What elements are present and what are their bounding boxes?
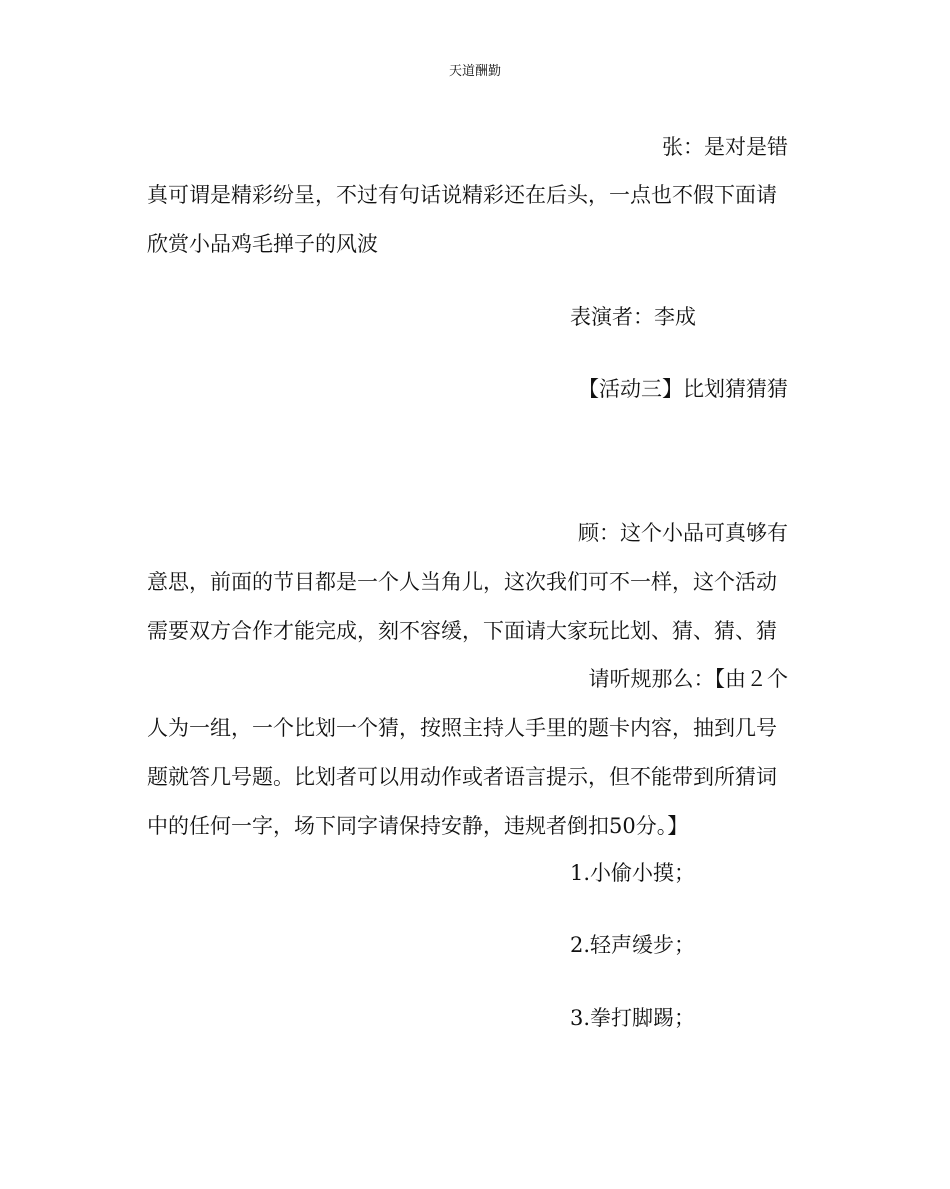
paragraph-line: 中的任何一字，场下同字请保持安静，违规者倒扣50分。】 xyxy=(147,814,689,838)
performer-line: 表演者：李成 xyxy=(570,305,696,329)
paragraph-line: 需要双方合作才能完成，刻不容缓，下面请大家玩比划、猜、猜、猜 xyxy=(147,619,777,643)
paragraph-line: 人为一组，一个比划一个猜，按照主持人手里的题卡内容，抽到几号 xyxy=(147,716,777,740)
dialogue-line-zhang: 张：是对是错 xyxy=(662,135,788,159)
paragraph-line: 题就答几号题。比划者可以用动作或者语言提示，但不能带到所猜词 xyxy=(147,765,777,789)
activity-heading: 【活动三】比划猜猜猜 xyxy=(578,377,788,401)
rules-line: 请听规那么：【由２个 xyxy=(588,667,788,691)
paragraph-line: 真可谓是精彩纷呈，不过有句话说精彩还在后头，一点也不假下面请 xyxy=(147,183,777,207)
page-header: 天道酬勤 xyxy=(448,64,501,79)
list-item: 3.拳打脚踢； xyxy=(570,1006,696,1030)
list-item: 1.小偷小摸； xyxy=(570,861,696,885)
paragraph-line: 欣赏小品鸡毛掸子的风波 xyxy=(147,232,378,256)
dialogue-line-gu: 顾：这个小品可真够有 xyxy=(578,521,788,545)
paragraph-line: 意思，前面的节目都是一个人当角儿，这次我们可不一样，这个活动 xyxy=(147,570,777,594)
list-item: 2.轻声缓步； xyxy=(570,933,696,957)
